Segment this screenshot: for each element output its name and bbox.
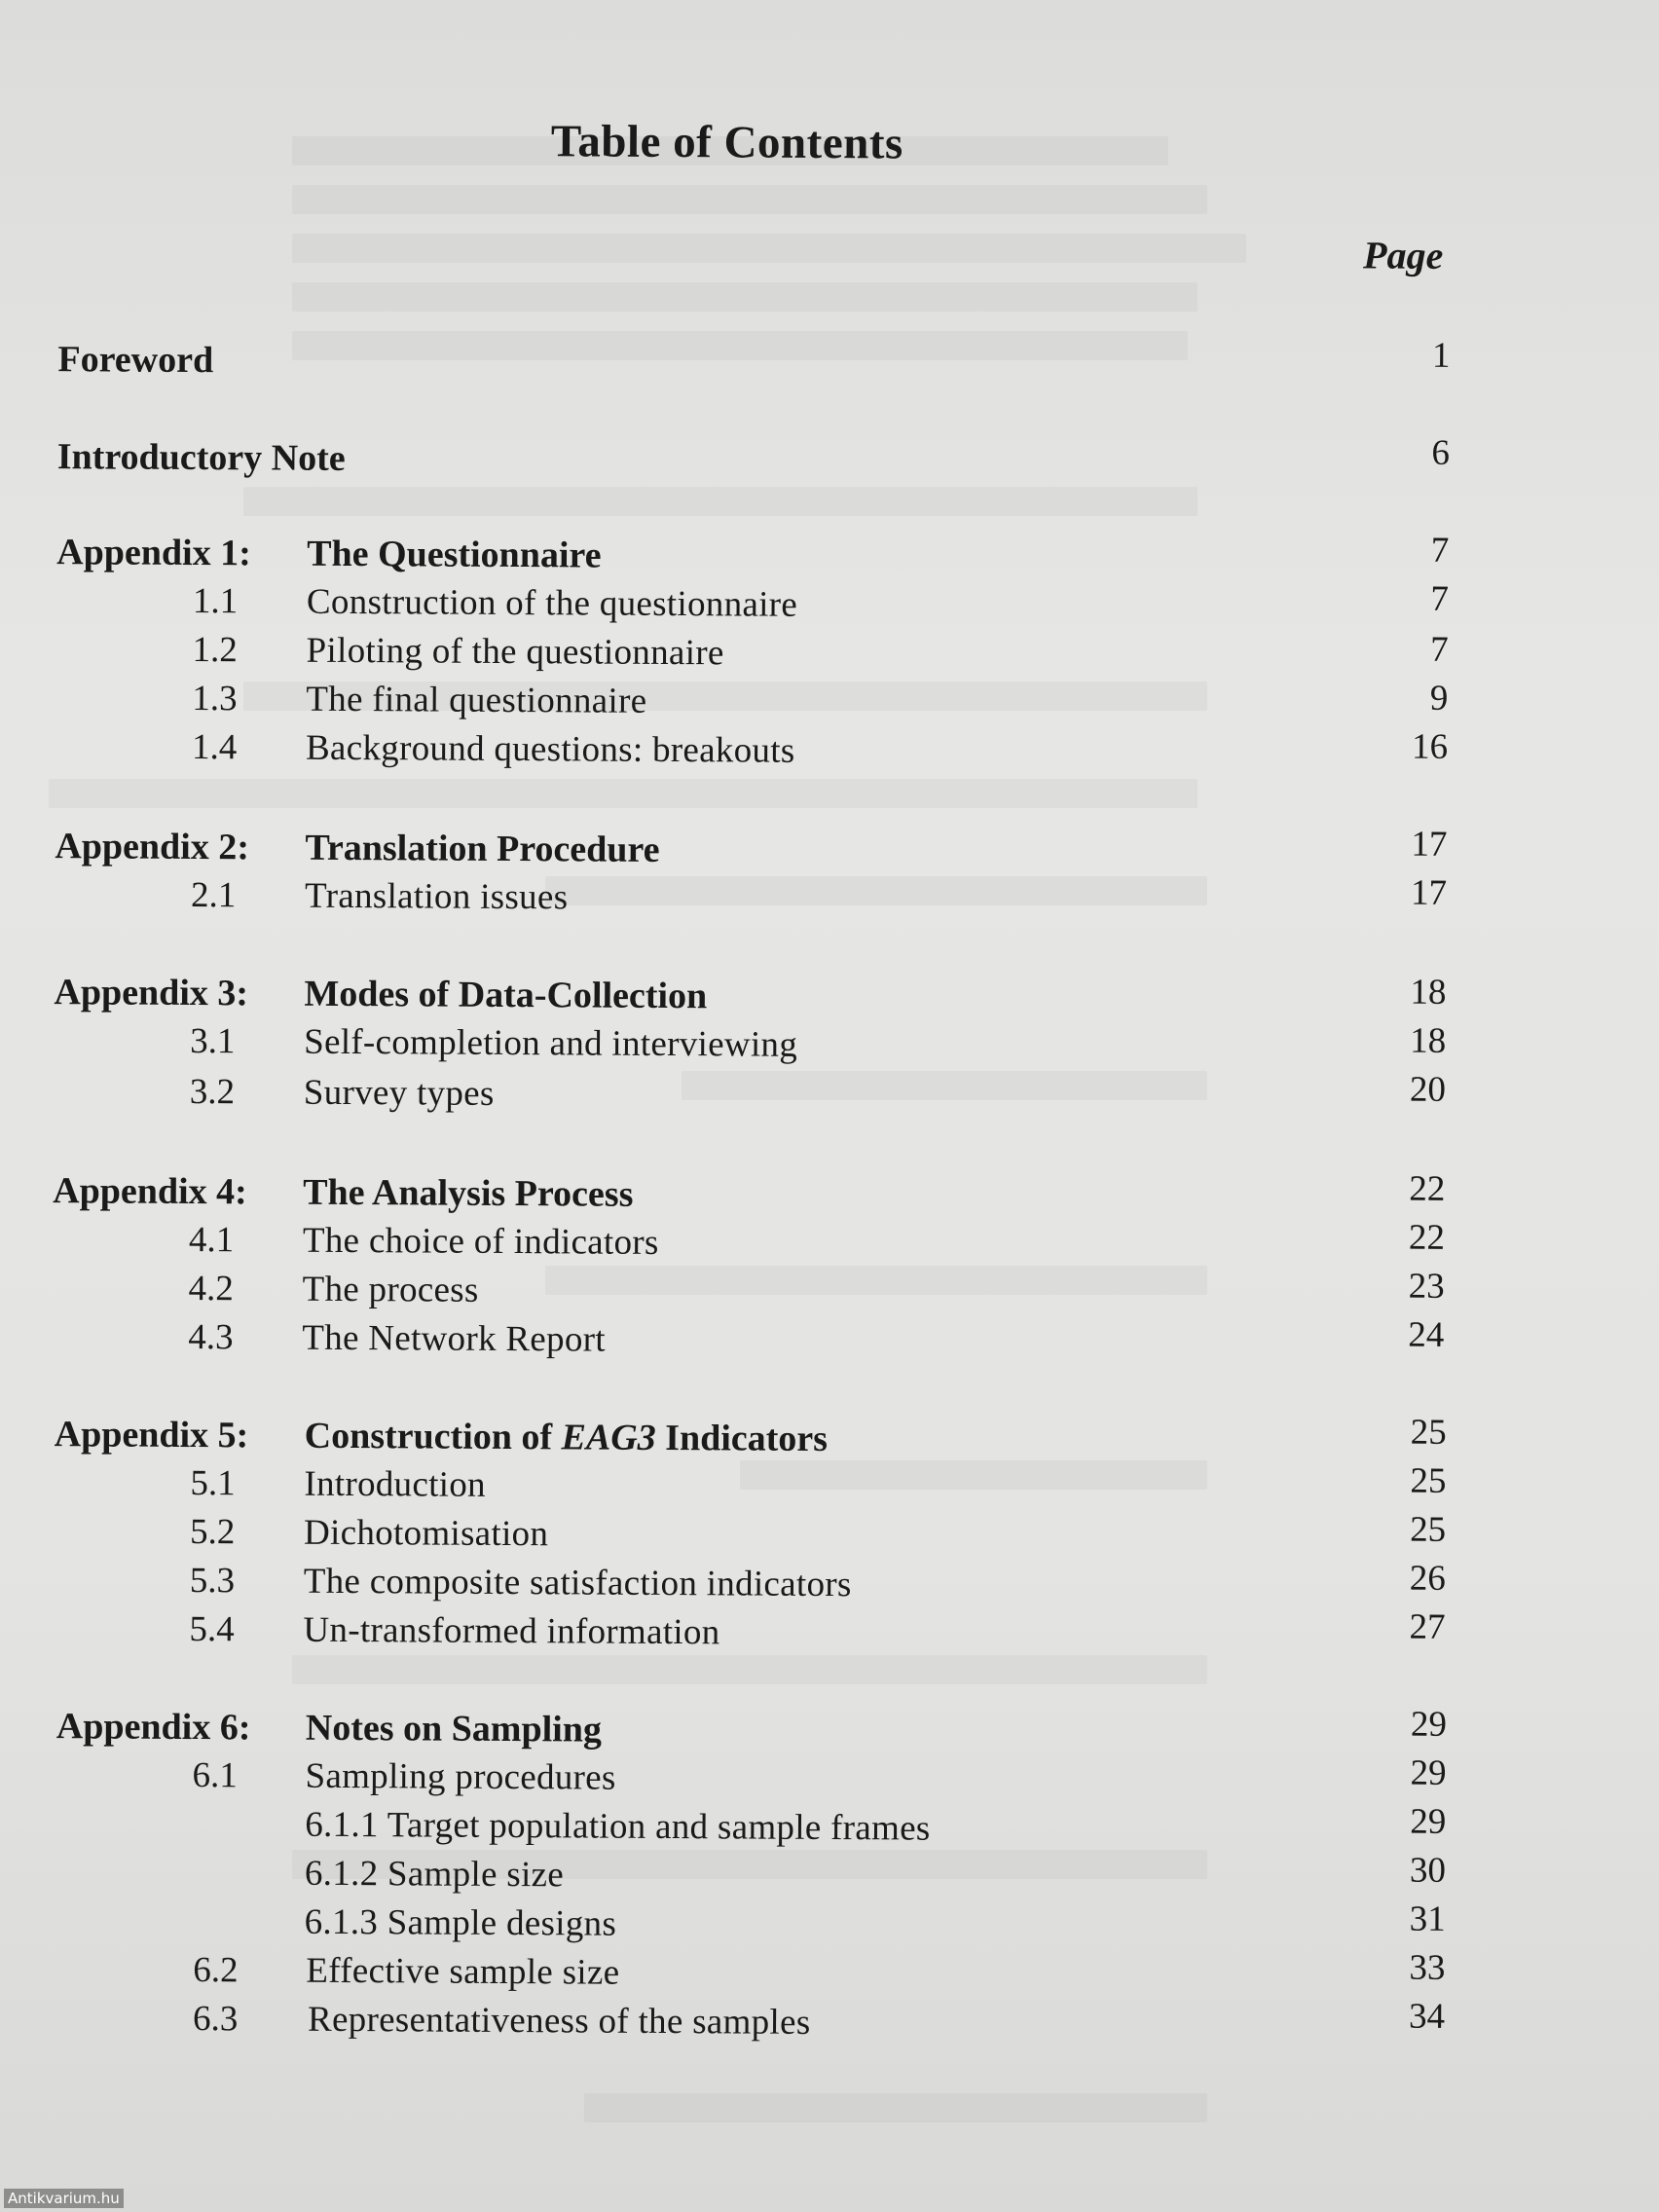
toc-item-number: 4.3: [188, 1316, 234, 1358]
toc-subitem-title: 6.1.1 Target population and sample frames: [305, 1804, 931, 1849]
appendix-1-page: 7: [1430, 530, 1450, 571]
toc-page-foreword: 1: [1431, 335, 1451, 376]
toc-item-page: 16: [1411, 726, 1449, 767]
appendix-3-label: Appendix 3:: [54, 972, 249, 1014]
appendix-2-page: 17: [1411, 824, 1448, 865]
toc-item-number: 1.2: [192, 630, 239, 671]
toc-item-number: 1.1: [192, 581, 239, 622]
toc-item-title: The Network Report: [302, 1317, 607, 1360]
appendix-1-label: Appendix 1:: [56, 532, 251, 574]
toc-item-page: 30: [1409, 1850, 1447, 1891]
page-title: Table of Contents: [550, 116, 903, 169]
appendix-6-title: Notes on Sampling: [305, 1707, 603, 1751]
toc-item-title: The process: [302, 1269, 479, 1310]
toc-item-page: 7: [1430, 578, 1450, 619]
toc-item-page: 20: [1409, 1069, 1447, 1110]
toc-item-number: 5.1: [190, 1463, 236, 1504]
toc-item-title: Construction of the questionnaire: [306, 581, 798, 625]
toc-item-page: 23: [1408, 1266, 1445, 1307]
toc-item-page: 33: [1409, 1947, 1446, 1988]
toc-item-title: Introduction: [304, 1463, 487, 1505]
toc-subitem-title: 6.1.2 Sample size: [304, 1853, 565, 1896]
toc-item-page: 24: [1408, 1314, 1445, 1355]
toc-item-number: 3.1: [190, 1020, 236, 1062]
toc-item-title: Sampling procedures: [305, 1755, 616, 1798]
appendix-4-label: Appendix 4:: [53, 1170, 247, 1213]
appendix-3-page: 18: [1410, 972, 1447, 1013]
appendix-4-title: The Analysis Process: [303, 1171, 634, 1215]
appendix-4-page: 22: [1409, 1168, 1446, 1209]
toc-item-page: 25: [1410, 1509, 1447, 1550]
toc-item-title: Un-transformed information: [303, 1609, 720, 1653]
toc-item-title: The choice of indicators: [302, 1220, 659, 1263]
toc-item-page: 31: [1409, 1899, 1446, 1939]
toc-item-number: 5.2: [189, 1512, 236, 1553]
toc-page-introductory-note: 6: [1431, 432, 1451, 473]
toc-item-number: 1.4: [191, 727, 238, 768]
appendix-5-title-italic: EAG3: [561, 1417, 656, 1458]
toc-item-page: 17: [1411, 872, 1448, 913]
toc-item-page: 29: [1410, 1801, 1447, 1842]
toc-item-title: Dichotomisation: [303, 1512, 549, 1555]
toc-item-number: 5.4: [189, 1609, 235, 1650]
toc-item-page: 29: [1410, 1752, 1447, 1793]
toc-item-page: 7: [1430, 629, 1449, 670]
toc-item-page: 27: [1409, 1606, 1446, 1647]
appendix-6-page: 29: [1410, 1704, 1448, 1745]
toc-item-title: Self-completion and interviewing: [304, 1021, 798, 1065]
toc-subitem-title: 6.1.3 Sample designs: [304, 1901, 617, 1944]
appendix-5-title: [305, 1415, 829, 1460]
toc-item-number: 5.3: [189, 1561, 236, 1602]
appendix-6-label: Appendix 6:: [55, 1706, 251, 1749]
toc-item-page: 26: [1409, 1558, 1446, 1599]
toc-item-title: The composite satisfaction indicators: [303, 1561, 852, 1605]
appendix-5-label: Appendix 5:: [54, 1414, 249, 1456]
appendix-5-title-prefix: Construction of: [304, 1415, 562, 1458]
appendix-5-title-suffix: Indicators: [655, 1417, 829, 1460]
toc-item-page: 25: [1410, 1460, 1447, 1501]
toc-entry-foreword: Foreword: [57, 339, 214, 382]
toc-item-page: 18: [1410, 1020, 1447, 1061]
appendix-2-title: Translation Procedure: [305, 827, 660, 870]
appendix-5-page: 25: [1410, 1412, 1447, 1453]
appendix-1-title: The Questionnaire: [307, 533, 602, 576]
watermark: Antikvarium.hu: [4, 2189, 124, 2208]
toc-item-title: Translation issues: [304, 875, 569, 918]
toc-item-page: 22: [1408, 1217, 1446, 1258]
toc-item-title: Piloting of the questionnaire: [306, 630, 724, 674]
toc-item-number: 4.1: [188, 1219, 235, 1261]
toc-item-title: Representativeness of the samples: [307, 1999, 811, 2043]
appendix-2-label: Appendix 2:: [55, 826, 250, 868]
toc-item-number: 1.3: [192, 679, 238, 719]
page-column-header: Page: [1362, 233, 1444, 277]
toc-item-title: Background questions: breakouts: [305, 727, 795, 771]
toc-item-number: 4.2: [188, 1268, 234, 1309]
toc-item-title: The final questionnaire: [306, 679, 647, 721]
toc-item-number: 3.2: [189, 1071, 236, 1113]
toc-item-number: 6.3: [192, 1999, 239, 2040]
toc-item-title: Effective sample size: [306, 1950, 620, 1993]
toc-entry-introductory-note: Introductory Note: [56, 436, 346, 479]
toc-item-title: Survey types: [303, 1072, 495, 1114]
toc-item-page: 34: [1408, 1996, 1446, 2037]
toc-item-number: 2.1: [190, 875, 237, 916]
toc-item-number: 6.1: [192, 1755, 238, 1796]
toc-item-page: 9: [1429, 678, 1449, 719]
toc-item-number: 6.2: [193, 1950, 239, 1991]
appendix-3-title: Modes of Data-Collection: [304, 973, 708, 1017]
